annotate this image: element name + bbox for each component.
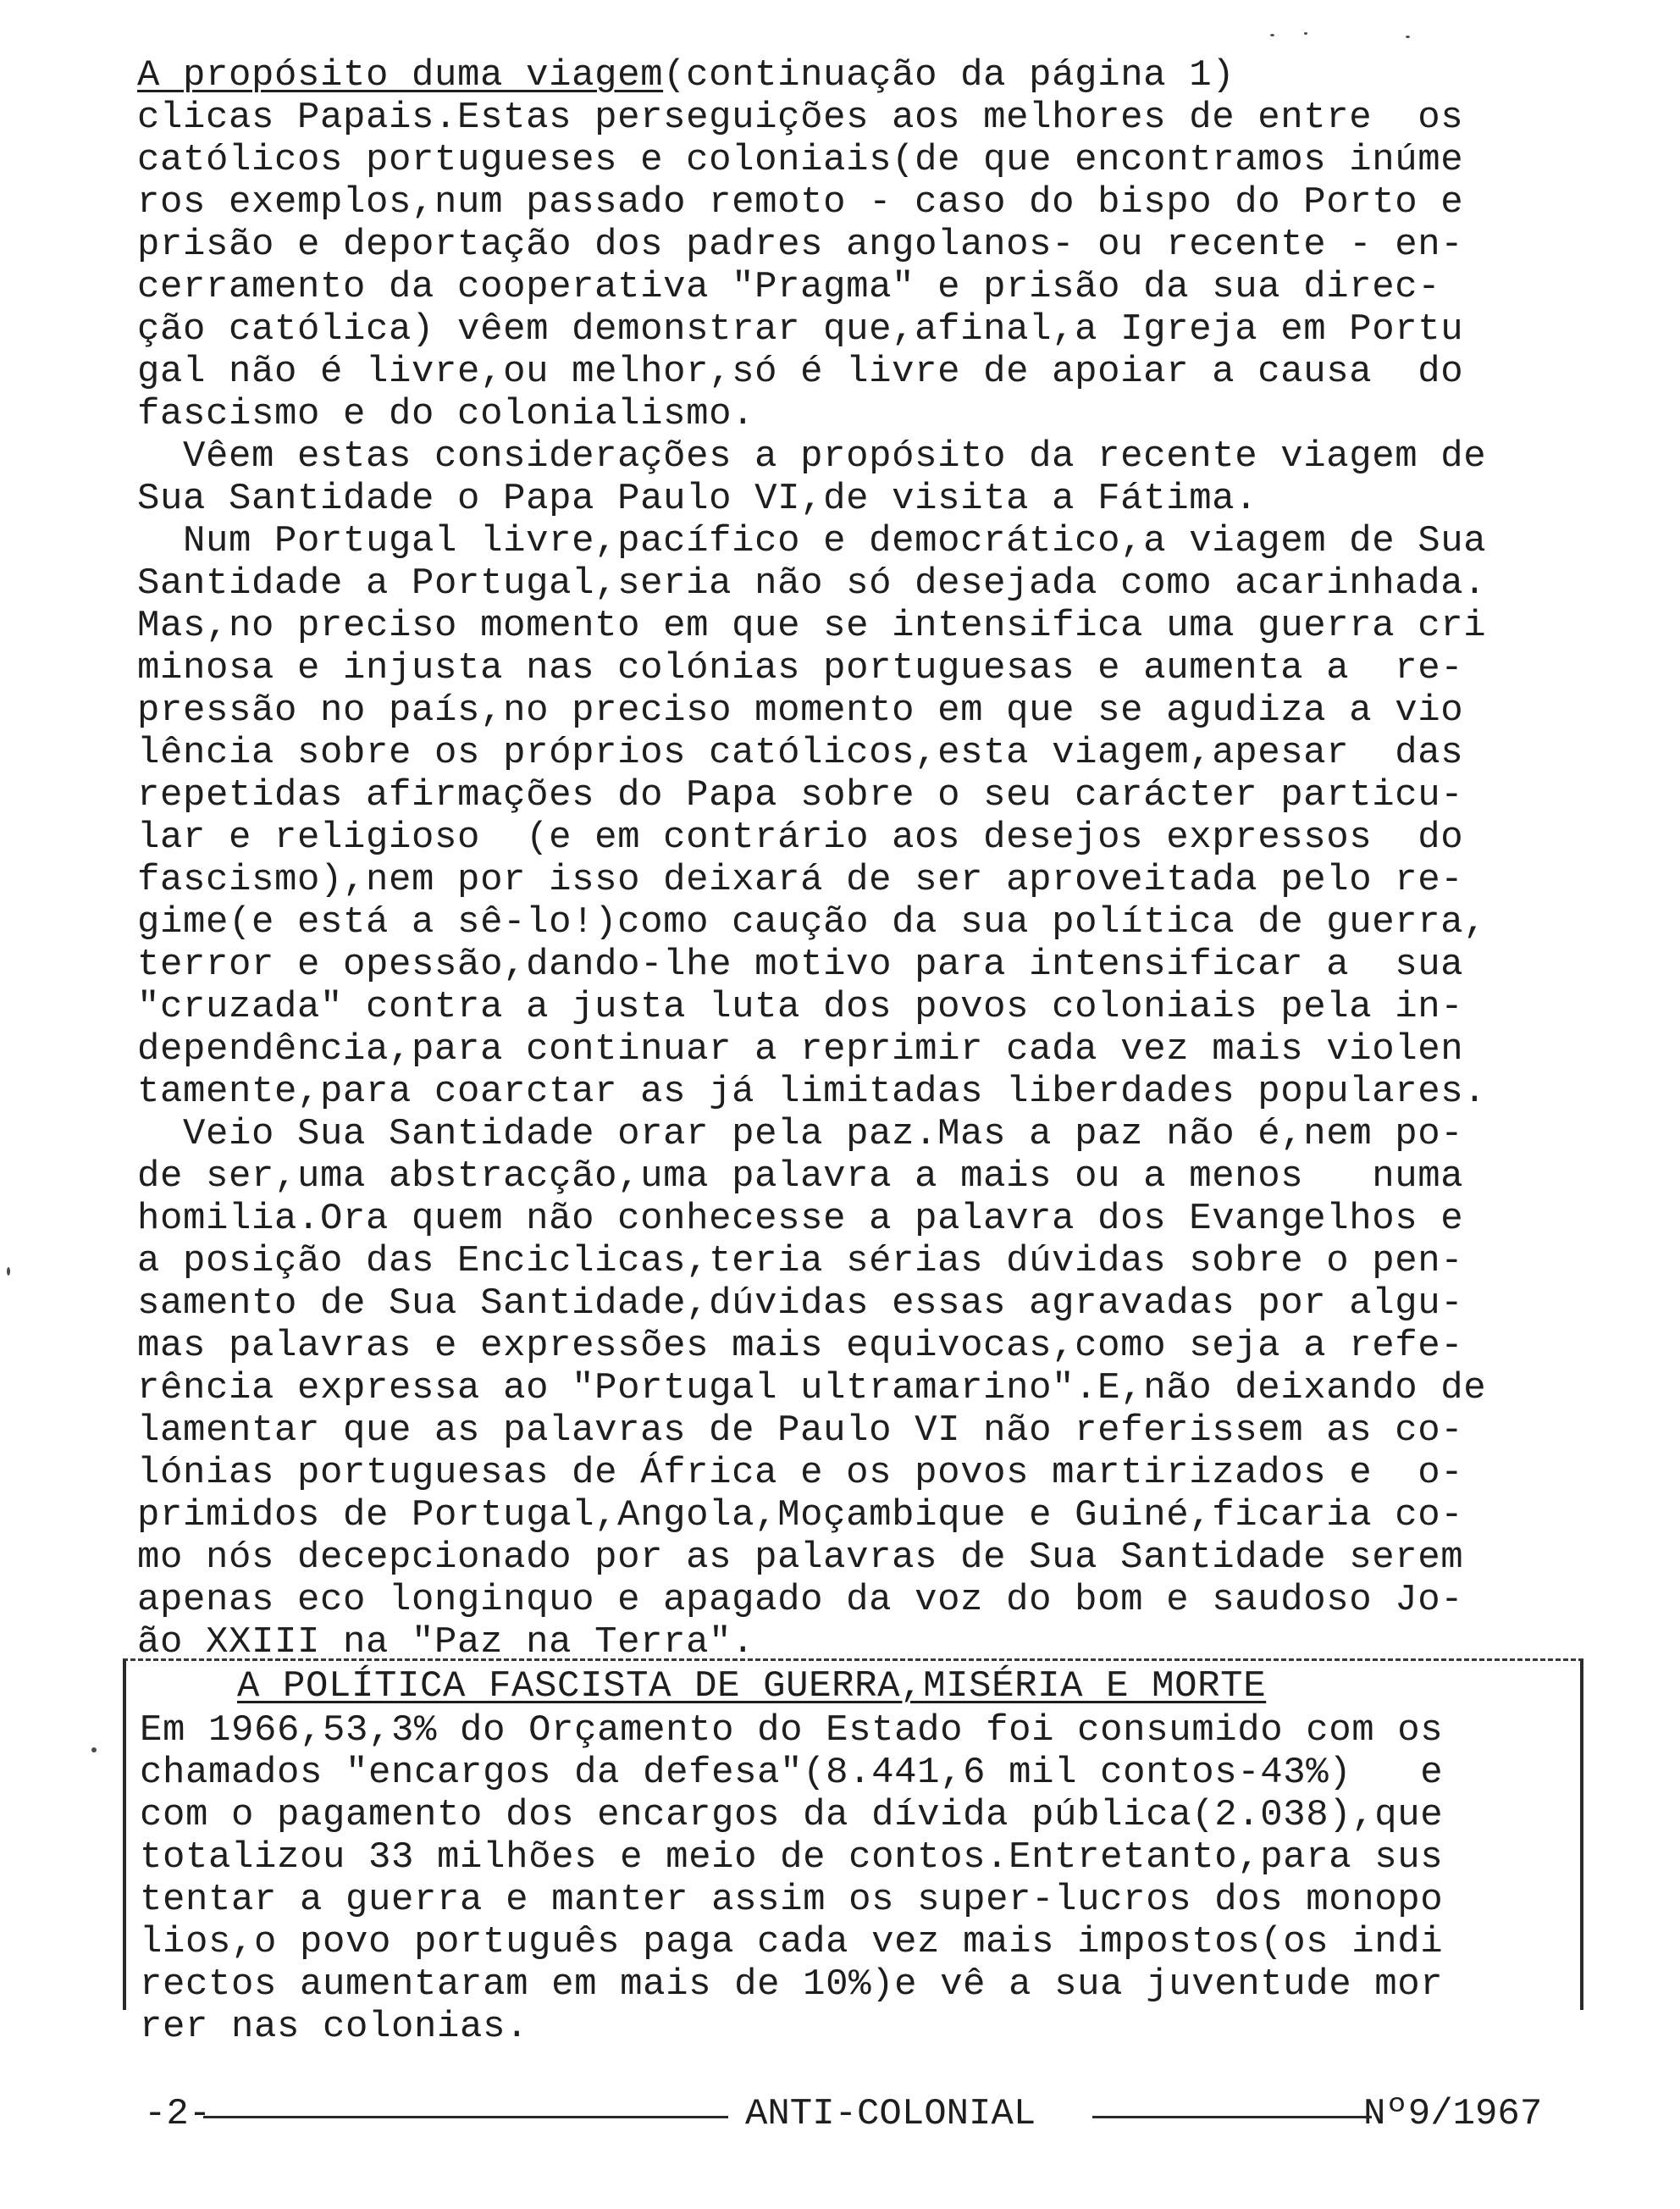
footer-page-number: -2- (144, 2093, 212, 2135)
ink-speck (1270, 34, 1274, 36)
article-text-line: prisão e deportação dos padres angolanos- ou recente - en- (137, 224, 1464, 266)
article-text-line: católicos portugueses e coloniais(de que encontramos inúme (137, 139, 1464, 181)
article-title: A propósito duma viagem (137, 54, 664, 97)
article-text-line: Veio Sua Santidade orar pela paz.Mas a paz não é,nem po- (137, 1113, 1464, 1155)
article-body (137, 97, 1594, 1664)
ink-speck (1304, 32, 1307, 35)
footer-rule-right (1092, 2116, 1372, 2118)
article-text-line: samento de Sua Santidade,dúvidas essas agravadas por algu- (137, 1282, 1464, 1325)
boxed-notice-text-line: rer nas colonias. (140, 2006, 529, 2048)
article-text-line: pressão no país,no preciso momento em que se agudiza a vio (137, 689, 1464, 732)
article-text-line: Num Portugal livre,pacífico e democrático,a viagem de Sua (137, 520, 1487, 562)
article-title-suffix: (continuação da página 1) (663, 54, 1235, 97)
article-text-line: tamente,para coarctar as já limitadas liberdades populares. (137, 1071, 1487, 1113)
article-text-line: ão XXIII na "Paz na Terra". (137, 1621, 755, 1664)
boxed-notice-text-line: totalizou 33 milhões e meio de contos.Entretanto,para sus (140, 1836, 1444, 1879)
boxed-notice-body (140, 1709, 1579, 2048)
article-text-line: lência sobre os próprios católicos,esta viagem,apesar das (137, 732, 1464, 774)
article-text-line: mo nós decepcionado por as palavras de Sua Santidade serem (137, 1536, 1464, 1579)
article-text-line: Sua Santidade o Papa Paulo VI,de visita a Fátima. (137, 478, 1258, 520)
boxed-notice-text-line: com o pagamento dos encargos da dívida pública(2.038),que (140, 1794, 1444, 1836)
article-text-line: terror e opessão,dando-lhe motivo para intensificar a sua (137, 944, 1464, 986)
article-text-line: primidos de Portugal,Angola,Moçambique e Guiné,ficaria co- (137, 1494, 1464, 1536)
boxed-notice-title: A POLÍTICA FASCISTA DE GUERRA,MISÉRIA E MORTE (237, 1665, 1267, 1708)
footer-rule-left (203, 2116, 728, 2118)
boxed-notice-text-line: rectos aumentaram em mais de 10%)e vê a sua juventude mor (140, 1963, 1444, 2006)
boxed-notice-text-line: lios,o povo português paga cada vez mais impostos(os indi (140, 1921, 1444, 1963)
article-text-line: "cruzada" contra a justa luta dos povos coloniais pela in- (137, 986, 1464, 1028)
article-text-line: homilia.Ora quem não conhecesse a palavra dos Evangelhos e (137, 1198, 1464, 1240)
article-text-line: repetidas afirmações do Papa sobre o seu carácter particu- (137, 774, 1464, 817)
article-text-line: mas palavras e expressões mais equivocas,como seja a refe- (137, 1325, 1464, 1367)
article-text-line: clicas Papais.Estas perseguições aos melhores de entre os (137, 97, 1464, 139)
article-text-line: gime(e está a sê-lo!)como caução da sua política de guerra, (137, 901, 1487, 944)
article-text-line: Vêem estas considerações a propósito da recente viagem de (137, 435, 1487, 478)
article-text-line: apenas eco longinquo e apagado da voz do bom e saudoso Jo- (137, 1579, 1464, 1621)
article-text-line: de ser,uma abstracção,uma palavra a mais ou a menos numa (137, 1155, 1464, 1198)
article-text-line: lamentar que as palavras de Paulo VI não referissem as co- (137, 1409, 1464, 1452)
article (137, 54, 1594, 1664)
footer-issue-number: Nº9/1967 (1363, 2093, 1543, 2135)
page-footer (144, 2090, 1583, 2138)
ink-speck (7, 1267, 10, 1276)
article-text-line: Mas,no preciso momento em que se intensifica uma guerra cri (137, 605, 1487, 647)
boxed-notice-text-line: Em 1966,53,3% do Orçamento do Estado foi consumido com os (140, 1709, 1444, 1752)
article-text-line: ros exemplos,num passado remoto - caso do bispo do Porto e (137, 181, 1464, 224)
article-text-line: rência expressa ao "Portugal ultramarino".E,não deixando de (137, 1367, 1487, 1409)
boxed-notice-text-line: chamados "encargos da defesa"(8.441,6 mil contos-43%) e (140, 1752, 1444, 1794)
ink-speck (91, 1747, 97, 1752)
article-heading-line (137, 54, 1594, 97)
article-text-line: fascismo),nem por isso deixará de ser aproveitada pelo re- (137, 859, 1464, 901)
article-text-line: Santidade a Portugal,seria não só desejada como acarinhada. (137, 562, 1487, 605)
article-text-line: gal não é livre,ou melhor,só é livre de apoiar a causa do (137, 351, 1464, 393)
ink-speck (1406, 36, 1410, 38)
article-text-line: dependência,para continuar a reprimir cada vez mais violen (137, 1028, 1464, 1071)
article-text-line: lar e religioso (e em contrário aos desejos expressos do (137, 817, 1464, 859)
footer-publication-name: ANTI-COLONIAL (745, 2093, 1036, 2135)
boxed-notice-text-line: tentar a guerra e manter assim os super-lucros dos monopo (140, 1879, 1444, 1921)
article-text-line: fascismo e do colonialismo. (137, 393, 755, 435)
article-text-line: lónias portuguesas de África e os povos martirizados e o- (137, 1452, 1464, 1494)
article-text-line: a posição das Enciclicas,teria sérias dúvidas sobre o pen- (137, 1240, 1464, 1282)
article-text-line: cerramento da cooperativa "Pragma" e prisão da sua direc- (137, 266, 1441, 308)
article-text-line: minosa e injusta nas colónias portuguesas e aumenta a re- (137, 647, 1464, 689)
article-text-line: ção católica) vêem demonstrar que,afinal,a Igreja em Portu (137, 308, 1464, 351)
